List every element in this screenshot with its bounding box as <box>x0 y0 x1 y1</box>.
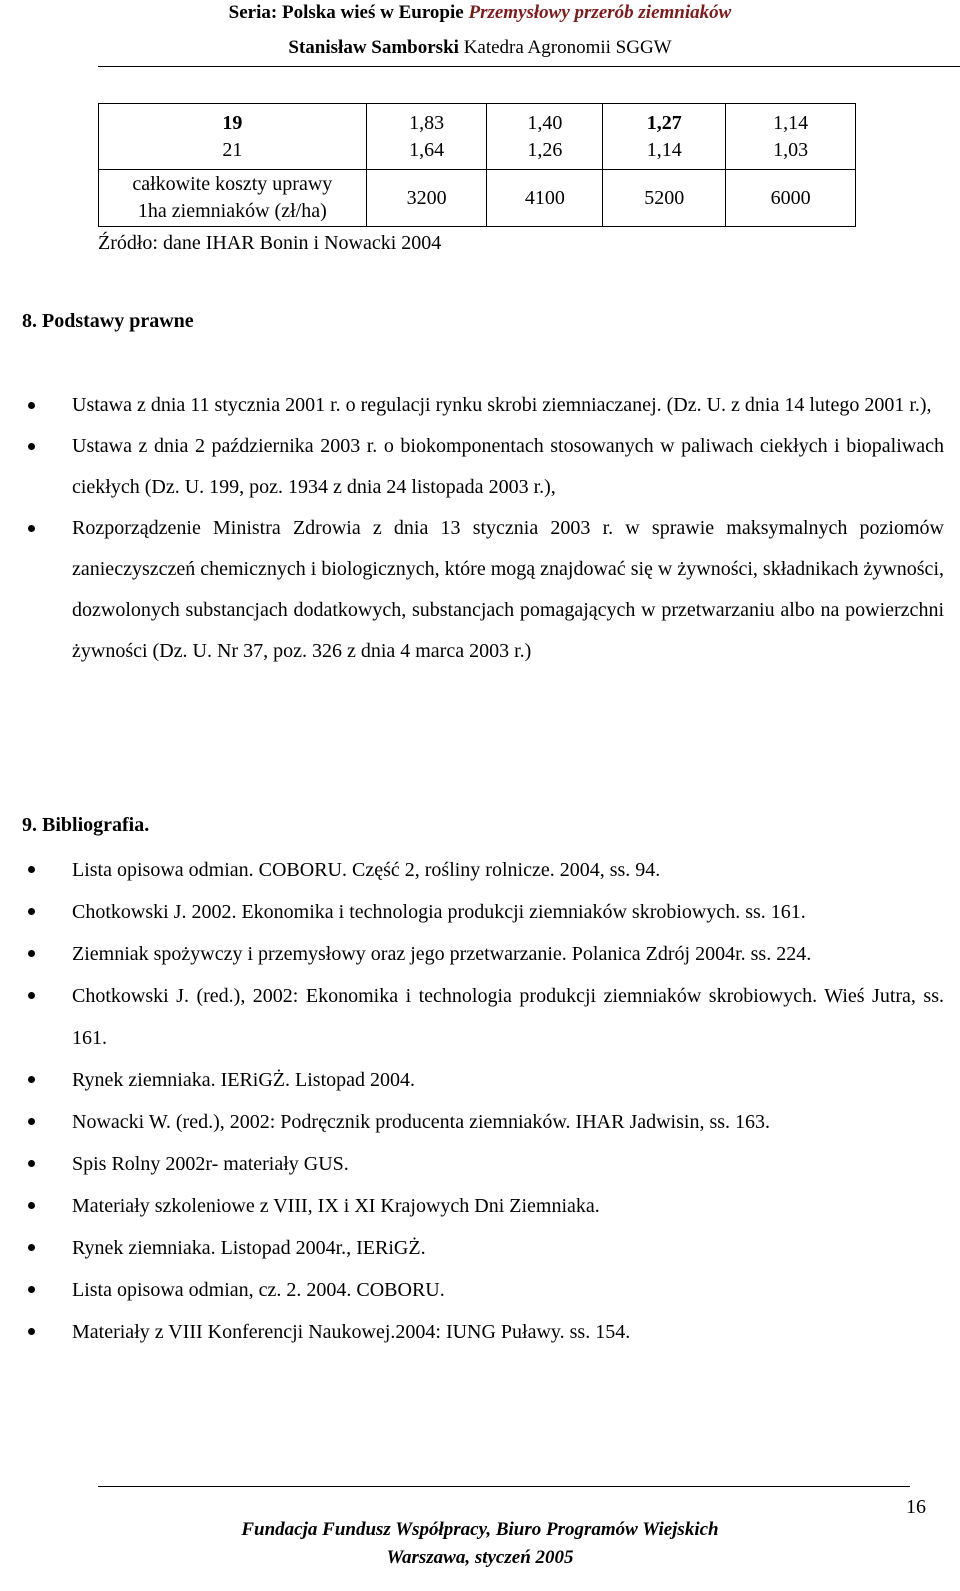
row-label: 1ha ziemniaków (zł/ha) <box>137 200 327 222</box>
legal-basis-list <box>22 385 944 672</box>
list-item: Nowacki W. (red.), 2002: Podręcznik producenta ziemniaków. IHAR Jadwisin, ss. 163. <box>22 1101 944 1143</box>
cost-table <box>98 103 856 227</box>
footer-divider <box>98 1486 910 1487</box>
table-row <box>99 104 856 170</box>
cell-value: 1,03 <box>773 138 809 161</box>
row-label-cell <box>99 104 367 170</box>
footer-date: Warszawa, styczeń 2005 <box>386 1547 574 1568</box>
section-heading: 9. Bibliografia. <box>22 814 150 836</box>
table-cell: 6000 <box>726 170 856 227</box>
list-item: Lista opisowa odmian, cz. 2. 2004. COBORU. <box>22 1269 944 1311</box>
table-cell: 3200 <box>366 170 487 227</box>
header-divider <box>98 66 960 67</box>
cell-value: 1,64 <box>409 138 445 161</box>
list-item: Materiały szkoleniowe z VIII, IX i XI Krajowych Dni Ziemniaka. <box>22 1185 944 1227</box>
running-header-series <box>0 2 960 24</box>
department-name: Katedra Agronomii SGGW <box>463 37 672 58</box>
table-source-note: Źródło: dane IHAR Bonin i Nowacki 2004 <box>98 232 442 254</box>
table-cell: 5200 <box>603 170 726 227</box>
list-item: Chotkowski J. (red.), 2002: Ekonomika i technologia produkcji ziemniaków skrobiowych. Wieś Jutra, ss. 161. <box>22 975 944 1059</box>
table-cell <box>603 104 726 170</box>
table-cell <box>366 104 487 170</box>
row-label: 21 <box>222 138 243 161</box>
list-item: Rynek ziemniaka. Listopad 2004r., IERiGŻ. <box>22 1227 944 1269</box>
list-item: Spis Rolny 2002r- materiały GUS. <box>22 1143 944 1185</box>
cell-value: 1,27 <box>646 111 682 134</box>
section-heading: 8. Podstawy prawne <box>22 310 194 332</box>
list-item: Chotkowski J. 2002. Ekonomika i technologia produkcji ziemniaków skrobiowych. ss. 161. <box>22 891 944 933</box>
list-item: Rynek ziemniaka. IERiGŻ. Listopad 2004. <box>22 1059 944 1101</box>
cell-value: 1,40 <box>527 111 563 134</box>
list-item: Rozporządzenie Ministra Zdrowia z dnia 13 stycznia 2003 r. w sprawie maksymalnych poziomów zanieczyszczeń chemicznych i biologicznych, które mogą znajdować się w żywności, składnikach żywności, dozwolonych substancjach dodatkowych, substancjach pomagających w przetwarzaniu albo na powierzchni żywności (Dz. U. Nr 37, poz. 326 z dnia 4 marca 2003 r.) <box>22 508 944 672</box>
table-cell: 4100 <box>487 170 603 227</box>
footer-publisher: Fundacja Fundusz Współpracy, Biuro Programów Wiejskich <box>241 1519 719 1540</box>
running-header-author <box>0 37 960 59</box>
cell-value: 1,26 <box>527 138 563 161</box>
table-cell <box>726 104 856 170</box>
list-item: Ziemniak spożywczy i przemysłowy oraz jego przetwarzanie. Polanica Zdrój 2004r. ss. 224. <box>22 933 944 975</box>
cell-value: 1,14 <box>773 111 809 134</box>
table-cell <box>487 104 603 170</box>
bibliography-list <box>22 849 944 1353</box>
cell-value: 1,14 <box>646 138 682 161</box>
page-number: 16 <box>906 1496 926 1518</box>
row-label: całkowite koszty uprawy <box>132 173 333 195</box>
series-label: Seria: Polska wieś w Europie <box>228 2 464 23</box>
row-label: 19 <box>222 111 243 134</box>
list-item: Materiały z VIII Konferencji Naukowej.2004: IUNG Puławy. ss. 154. <box>22 1311 944 1353</box>
author-name: Stanisław Samborski <box>288 37 459 58</box>
list-item: Lista opisowa odmian. COBORU. Część 2, rośliny rolnicze. 2004, ss. 94. <box>22 849 944 891</box>
cell-value: 1,83 <box>409 111 445 134</box>
list-item: Ustawa z dnia 11 stycznia 2001 r. o regulacji rynku skrobi ziemniaczanej. (Dz. U. z dnia 14 lutego 2001 r.), <box>22 385 944 426</box>
series-title: Przemysłowy przerób ziemniaków <box>468 2 732 23</box>
row-label-cell <box>99 170 367 227</box>
list-item: Ustawa z dnia 2 października 2003 r. o biokomponentach stosowanych w paliwach ciekłych i biopaliwach ciekłych (Dz. U. 199, poz. 1934 z dnia 24 listopada 2003 r.), <box>22 426 944 508</box>
table-row <box>99 170 856 227</box>
